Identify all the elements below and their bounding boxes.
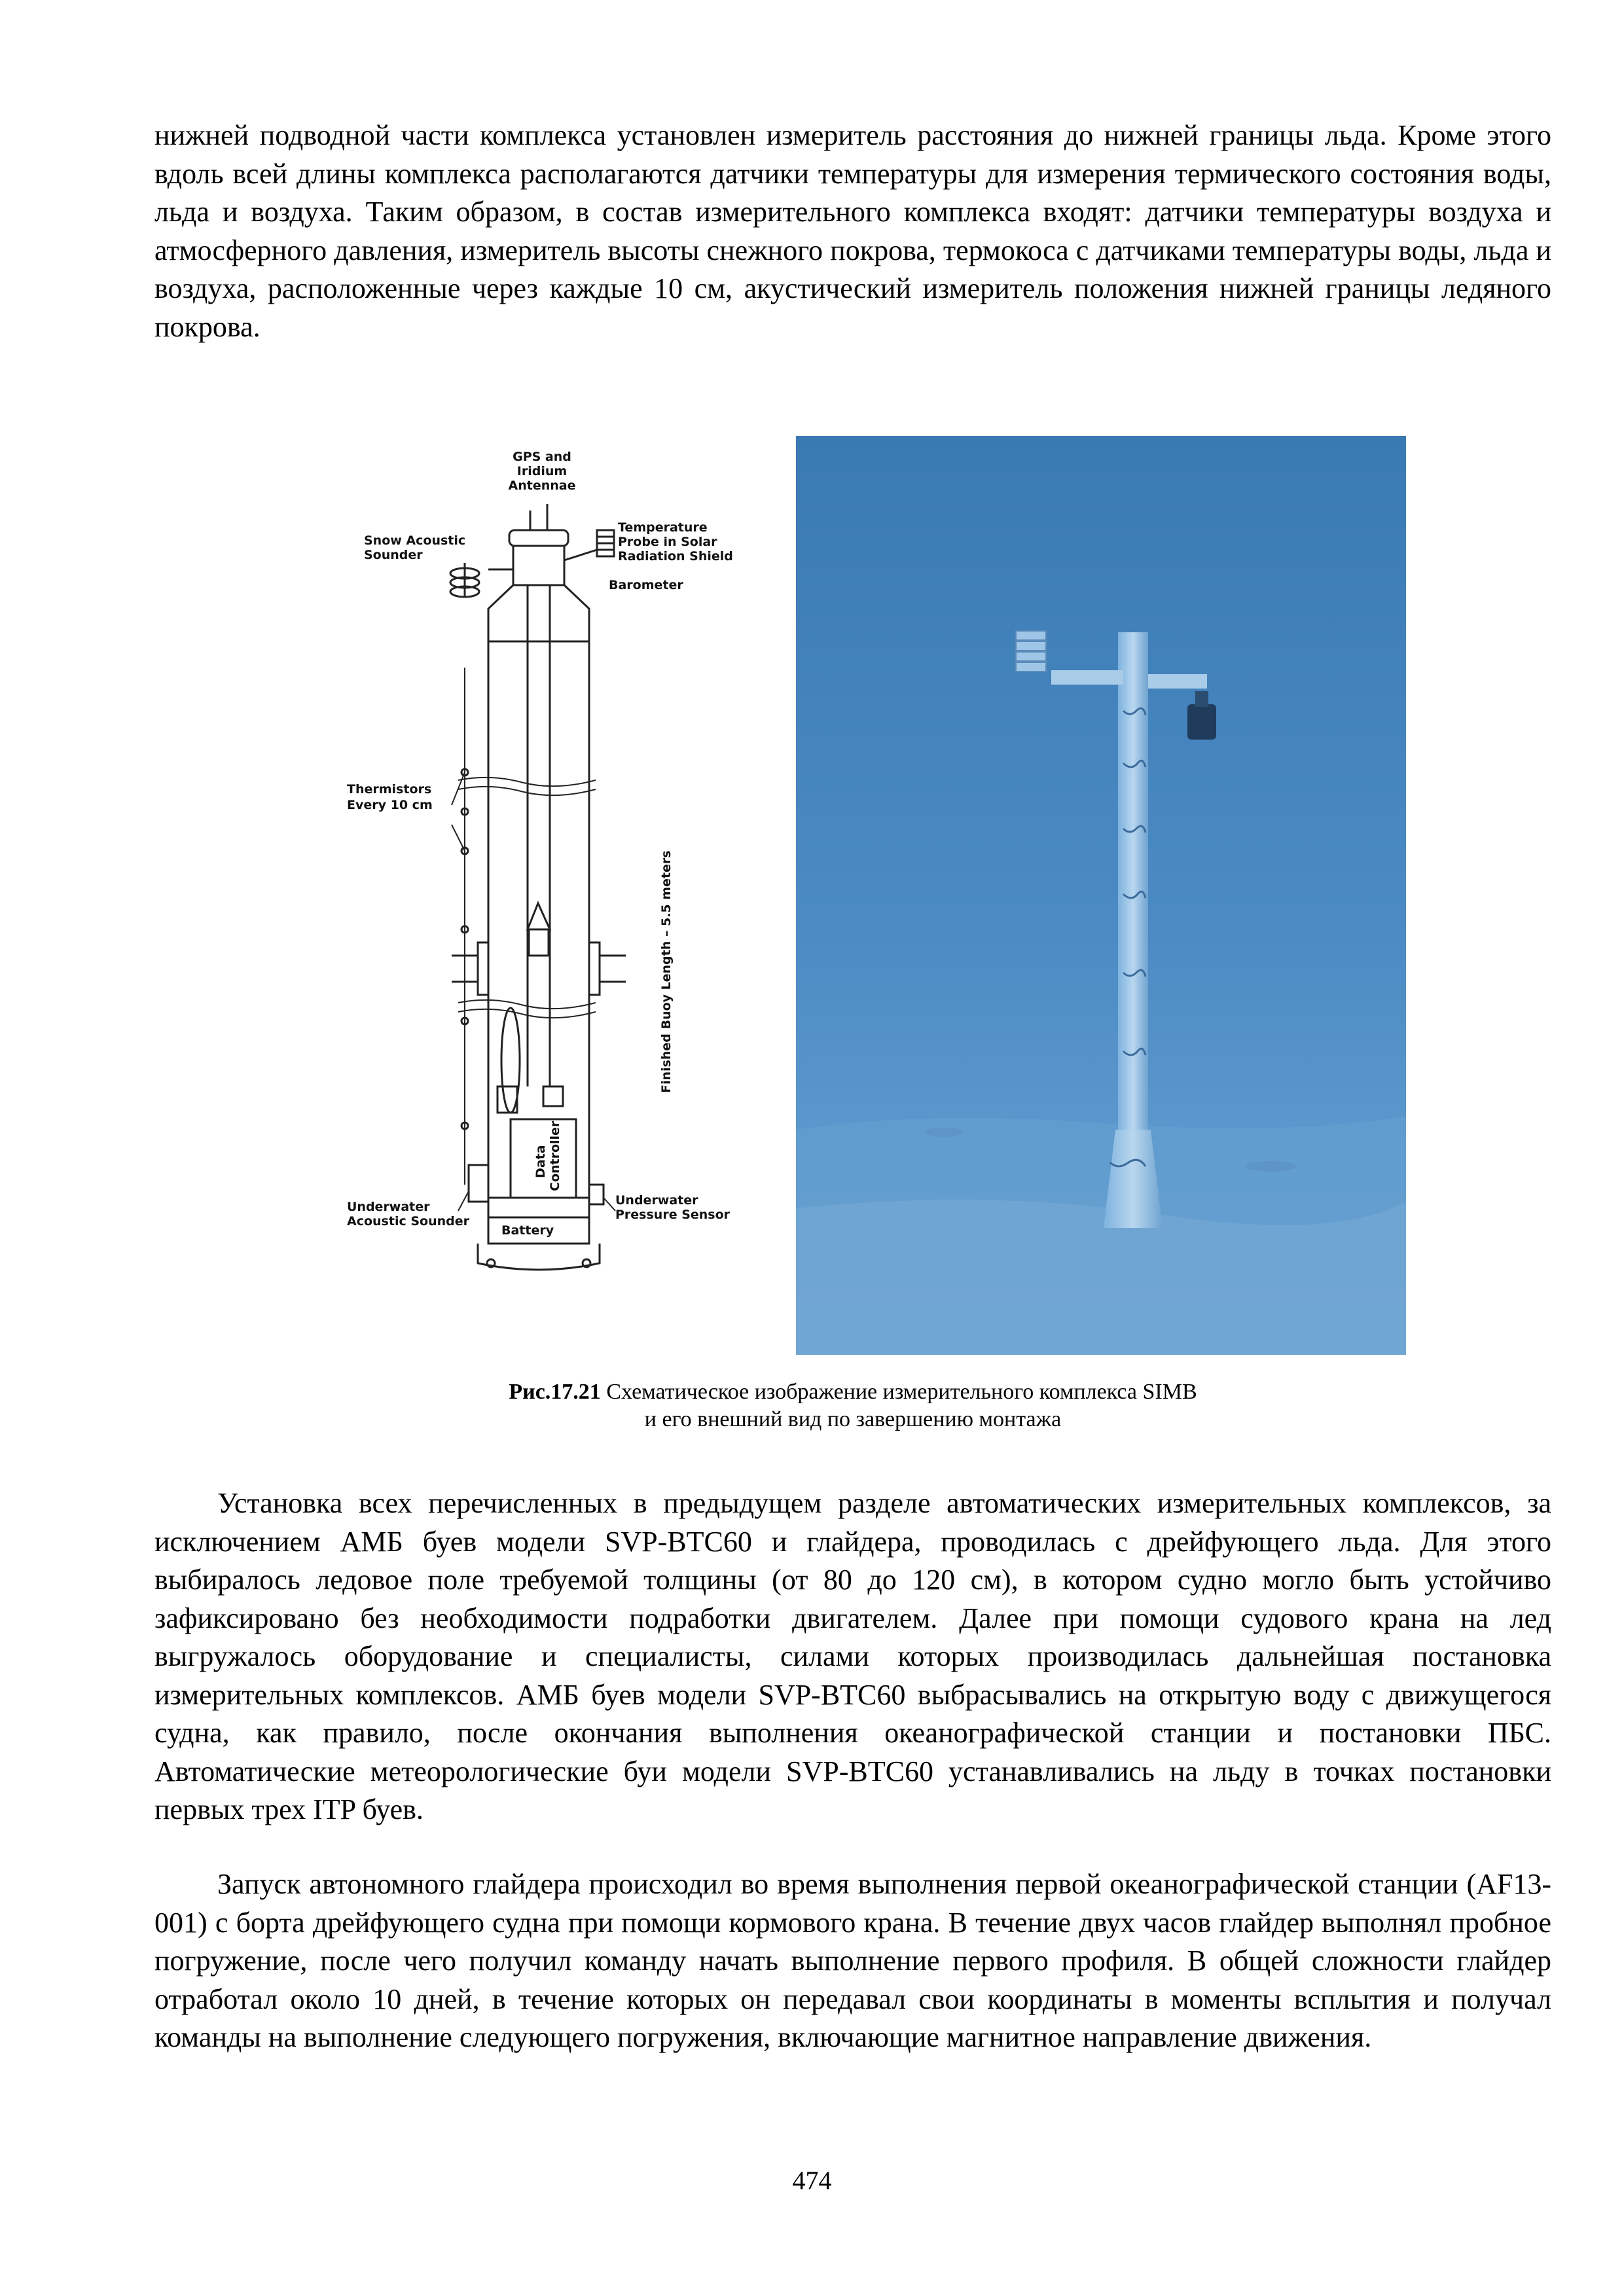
label-underwater-acoustic: Underwater xyxy=(347,1200,430,1214)
paragraph-glider: Запуск автономного глайдера происходил во время выполнения первой океанографической станции (AF13-001) с борта дрейфующего судна при помощи кормового крана. В течение двух часов глайдер выполнял пробное погружение, после чего получил команду начать выполнение первого профиля. В общей сложности глайдер отработал около 10 дней, в течение которых он передавал свои координаты в моменты всплытия и получал команды на выполнение следующего погружения, включающие магнитное направление движения. xyxy=(154,1868,1551,2053)
paragraph-continuation: нижней подводной части комплекса установлен измеритель расстояния до нижней границы льда. Кроме этого вдоль всей длины комплекса располагаются датчики температуры для измерения термического состояния воды, льда и воздуха. Таким образом, в состав измерительного комплекса входят: датчики температуры воздуха и атмосферного давления, измеритель высоты снежного покрова, термокоса с датчиками температуры воды, льда и воздуха, расположенные через каждые 10 см, акустический измеритель положения нижней границы ледяного покрова. xyxy=(154,119,1551,343)
label-barometer: Barometer xyxy=(609,578,683,592)
label-data: Data xyxy=(533,1145,548,1178)
label-battery: Battery xyxy=(501,1223,554,1238)
label-antennae: Antennae xyxy=(508,478,576,493)
label-snow-sounder: Snow Acoustic xyxy=(364,533,466,548)
label-acoustic-sounder: Acoustic Sounder xyxy=(347,1214,469,1229)
simb-schematic-diagram xyxy=(334,432,753,1322)
figure-caption xyxy=(154,1378,1551,1433)
label-thermistors: Thermistors xyxy=(347,782,432,797)
caption-line-2: и его внешний вид по завершению монтажа xyxy=(644,1407,1062,1431)
label-radiation-shield: Radiation Shield xyxy=(618,549,733,564)
paragraph-installation: Установка всех перечисленных в предыдущем разделе автоматических измерительных комплексов, за исключением АМБ буев модели SVP-BTC60 и глайдера, проводилась с дрейфующего льда. Для этого выбиралось ледовое поле требуемой толщины (от 80 до 120 см), в котором судно могло быть устойчиво зафиксировано без необходимости подработки двигателем. Далее при помощи судового крана на лед выгружалось оборудование и специалисты, силами которых производилась дальнейшая постановка измерительных комплексов. АМБ буев модели SVP-BTC60 выбрасывались на открытую воду с движущегося судна, как правило, после окончания выполнения океанографической станции и постановки ПБС. Автоматические метеорологические буи модели SVP-BTC60 устанавливались на льду в точках постановки первых трех ITP буев. xyxy=(154,1487,1551,1825)
label-gps: GPS and xyxy=(513,450,571,464)
label-buoy-length: Finished Buoy Length – 5.5 meters xyxy=(659,850,674,1093)
label-controller: Controller xyxy=(548,1121,562,1191)
page-number: 474 xyxy=(792,2166,832,2195)
label-temperature: Temperature xyxy=(618,520,708,535)
antenna-cap xyxy=(509,530,568,546)
label-thermistors-2: Every 10 cm xyxy=(347,798,433,812)
label-probe: Probe in Solar xyxy=(618,535,717,549)
simb-installed-photo xyxy=(796,436,1406,1355)
figure-number: Рис.17.21 xyxy=(509,1380,601,1404)
label-snow-sounder-2: Sounder xyxy=(364,548,423,562)
caption-line-1: Схематическое изображение измерительного комплекса SIMB xyxy=(600,1380,1197,1404)
label-underwater-pressure: Underwater xyxy=(615,1193,698,1208)
label-pressure-sensor: Pressure Sensor xyxy=(615,1208,731,1222)
label-iridium: Iridium xyxy=(516,464,568,478)
